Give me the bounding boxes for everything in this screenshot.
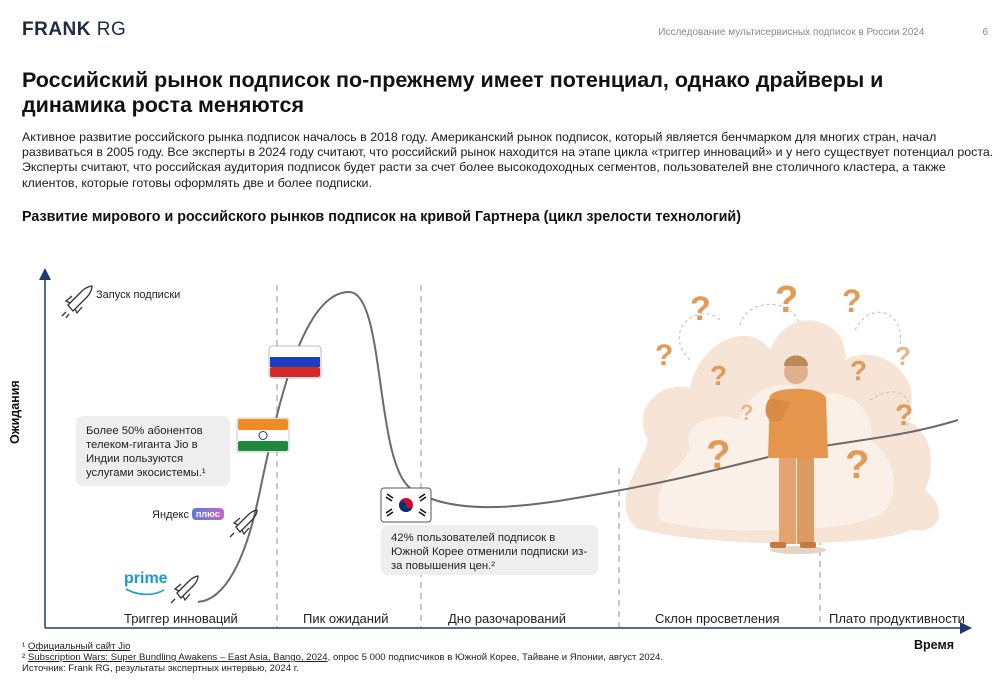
phase-label-peak: Пик ожиданий	[303, 611, 389, 626]
svg-text:?: ?	[740, 400, 754, 425]
page-title: Российский рынок подписок по-прежнему имеет потенциал, однако драйверы и динамика роста меняются	[22, 68, 884, 117]
footnote-1-link[interactable]: Официальный сайт Jio	[27, 641, 131, 652]
footnotes	[22, 641, 663, 675]
yandex-plus-logo: Яндекс плюс	[152, 508, 224, 521]
russia-flag-icon	[269, 346, 321, 378]
phase-label-trough: Дно разочарований	[448, 611, 567, 626]
footnote-2-link[interactable]: Subscription Wars: Super Bundling Awakens – East Asia, Bango, 2024	[27, 652, 328, 664]
svg-text:?: ?	[690, 290, 711, 328]
diagram-title: Развитие мирового и российского рынков подписок на кривой Гартнера (цикл зрелости технологий)	[22, 209, 741, 225]
south-korea-flag-icon	[381, 488, 431, 522]
svg-text:?: ?	[895, 341, 911, 371]
phase-label-trigger: Триггер инноваций	[124, 611, 238, 626]
page-number: 6	[982, 27, 988, 38]
svg-text:?: ?	[850, 355, 868, 386]
svg-text:?: ?	[775, 279, 799, 321]
launch-legend-label: Запуск подписки	[96, 289, 181, 301]
svg-text:?: ?	[842, 283, 862, 319]
korea-callout: 42% пользователей подписок в Южной Корее отменили подписки из-за повышения цен.²	[381, 525, 598, 575]
footnote-2: ² Subscription Wars: Super Bundling Awakens – East Asia, Bango, 2024, опрос 5 000 подписчиков в Южной Корее, Тайване и Японии, август 2024.	[22, 652, 664, 664]
india-callout: Более 50% абонентов телеком-гиганта Jio в Индии пользуются услугами экосистемы.¹	[76, 416, 230, 486]
prime-smile-logo	[126, 589, 164, 594]
phase-label-slope: Склон просветления	[655, 611, 780, 626]
svg-text:?: ?	[706, 433, 731, 477]
y-axis-label: Ожидания	[8, 380, 22, 444]
phase-label-plateau: Плато продуктивности	[829, 611, 965, 626]
lead-paragraph: Активное развитие российского рынка подписок началось в 2018 году. Американский рынок подписок, который является бенчмарком для многих стран, начал развиваться в 2005 году. Все эксперты в 2024 году считают, что российский рынок находится на этапе цикла «триггер инноваций» и у него существует потенциал роста. Эксперты считают, что российская аудитория подписок будет расти за счет более высокодоходных сегментов, пользователей вне столичного кластера, а также клиентов, которые готовы оформлять две и более подписки.	[22, 130, 994, 190]
frank-rg-logo: FRANK RG	[22, 19, 127, 40]
svg-text:?: ?	[710, 360, 728, 391]
rocket-icon	[62, 286, 92, 318]
svg-text:?: ?	[845, 443, 870, 487]
india-flag-icon	[237, 418, 289, 452]
svg-text:?: ?	[895, 399, 914, 432]
report-title: Исследование мультисервисных подписок в России 2024	[658, 27, 925, 38]
svg-text:?: ?	[655, 339, 674, 372]
x-axis-label: Время	[914, 638, 954, 652]
source-note: Источник: Frank RG, результаты экспертных интервью, 2024 г.	[22, 663, 299, 675]
rocket-icon	[171, 576, 198, 603]
amazon-prime-logo: prime	[124, 570, 168, 587]
footnote-1: ¹ Официальный сайт Jio	[22, 641, 131, 652]
